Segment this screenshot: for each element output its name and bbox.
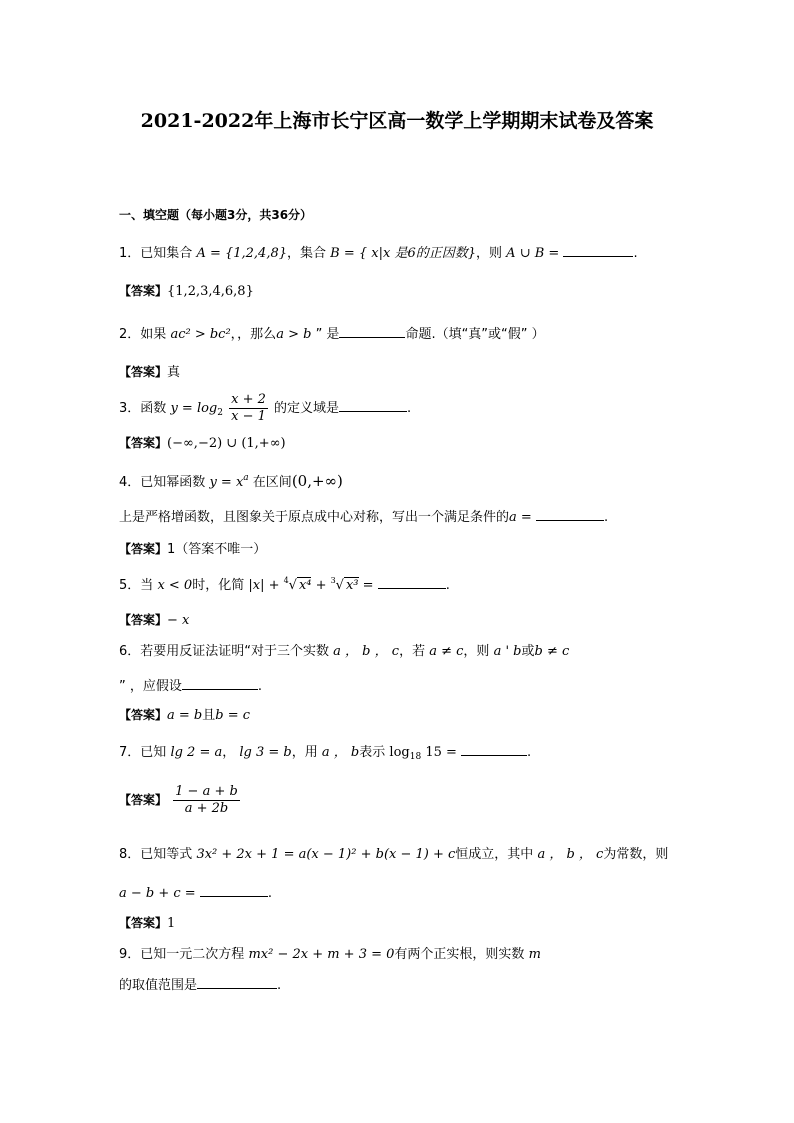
question-2: 2．如果 ac² > bc²，，那么a > b ” 是 命题.（填“真”或“假” ）	[119, 327, 545, 342]
cube-root: 3 √ x³	[330, 576, 359, 593]
question-5: 5．当 x < 0时，化简 |x| + 4 √ x⁴ + 3 √ x³ = .	[119, 576, 450, 593]
answer-2: 【答案】真	[119, 365, 181, 380]
fraction: $\frac{x + 2}{x - 1}$	[231, 392, 266, 424]
question-8: 8．已知等式 3x² + 2x + 1 = a(x − 1)² + b(x − 1) + c恒成立，其中 a ， b ， c为常数，则	[119, 847, 669, 862]
question-1: 1．已知集合 A = {1,2,4,8}，集合 B = { x|x 是6的正因数}，则 A ∪ B = .	[119, 246, 638, 261]
answer-fraction: $\frac{1 - a + b}{a + 2b}$	[175, 784, 238, 816]
question-9: 9．已知一元二次方程 mx² − 2x + m + 3 = 0有两个正实根，则实数 m	[119, 947, 541, 962]
section-heading: 一、填空题（每小题3分，共36分）	[119, 208, 313, 222]
answer-blank[interactable]	[563, 244, 633, 257]
question-6: 6．若要用反证法证明“对于三个实数 a ， b ， c，若 a ≠ c，则 a ' b或b ≠ c	[119, 644, 570, 659]
answer-8: 【答案】1	[119, 916, 176, 931]
answer-6: 【答案】a = b且b = c	[119, 708, 251, 723]
question-3: 3．函数 $y = \log_2$ $\frac{x + 2}{x - 1}$ 的定义域是 .	[119, 392, 412, 424]
question-8-line-2: a − b + c = .	[119, 886, 272, 901]
answer-4: 【答案】1（答案不唯一）	[119, 542, 267, 557]
answer-blank[interactable]	[461, 743, 527, 756]
answer-1: 【答案】{1,2,3,4,6,8}	[119, 284, 254, 299]
answer-3: 【答案】(−∞,−2) ∪ (1,+∞)	[119, 436, 286, 451]
question-4: 4．已知幂函数 $y = x^a$ 在区间(0,+∞)	[119, 472, 343, 490]
answer-blank[interactable]	[339, 399, 407, 412]
answer-5: 【答案】− x	[119, 613, 190, 628]
question-6-line-2: ” ，应假设 .	[119, 679, 263, 694]
answer-blank[interactable]	[182, 677, 258, 690]
answer-blank[interactable]	[378, 576, 446, 589]
question-9-line-2: 的取值范围是 .	[119, 978, 282, 993]
fourth-root: 4 √ x⁴	[283, 576, 312, 593]
answer-blank[interactable]	[197, 976, 277, 989]
question-4-line-2: 上是严格增函数，且图象关于原点成中心对称，写出一个满足条件的a = .	[119, 510, 609, 525]
answer-7: 【答案】 $\frac{1 - a + b}{a + 2b}$	[119, 784, 238, 816]
answer-blank[interactable]	[536, 508, 604, 521]
answer-blank[interactable]	[339, 325, 405, 338]
answer-blank[interactable]	[200, 884, 268, 897]
question-7: 7．已知 lg 2 = a， lg 3 = b，用 a ， b表示 $\log_{18} 15$ = .	[119, 745, 532, 762]
page-title: 2021-2022年上海市长宁区高一数学上学期期末试卷及答案	[140, 110, 654, 132]
